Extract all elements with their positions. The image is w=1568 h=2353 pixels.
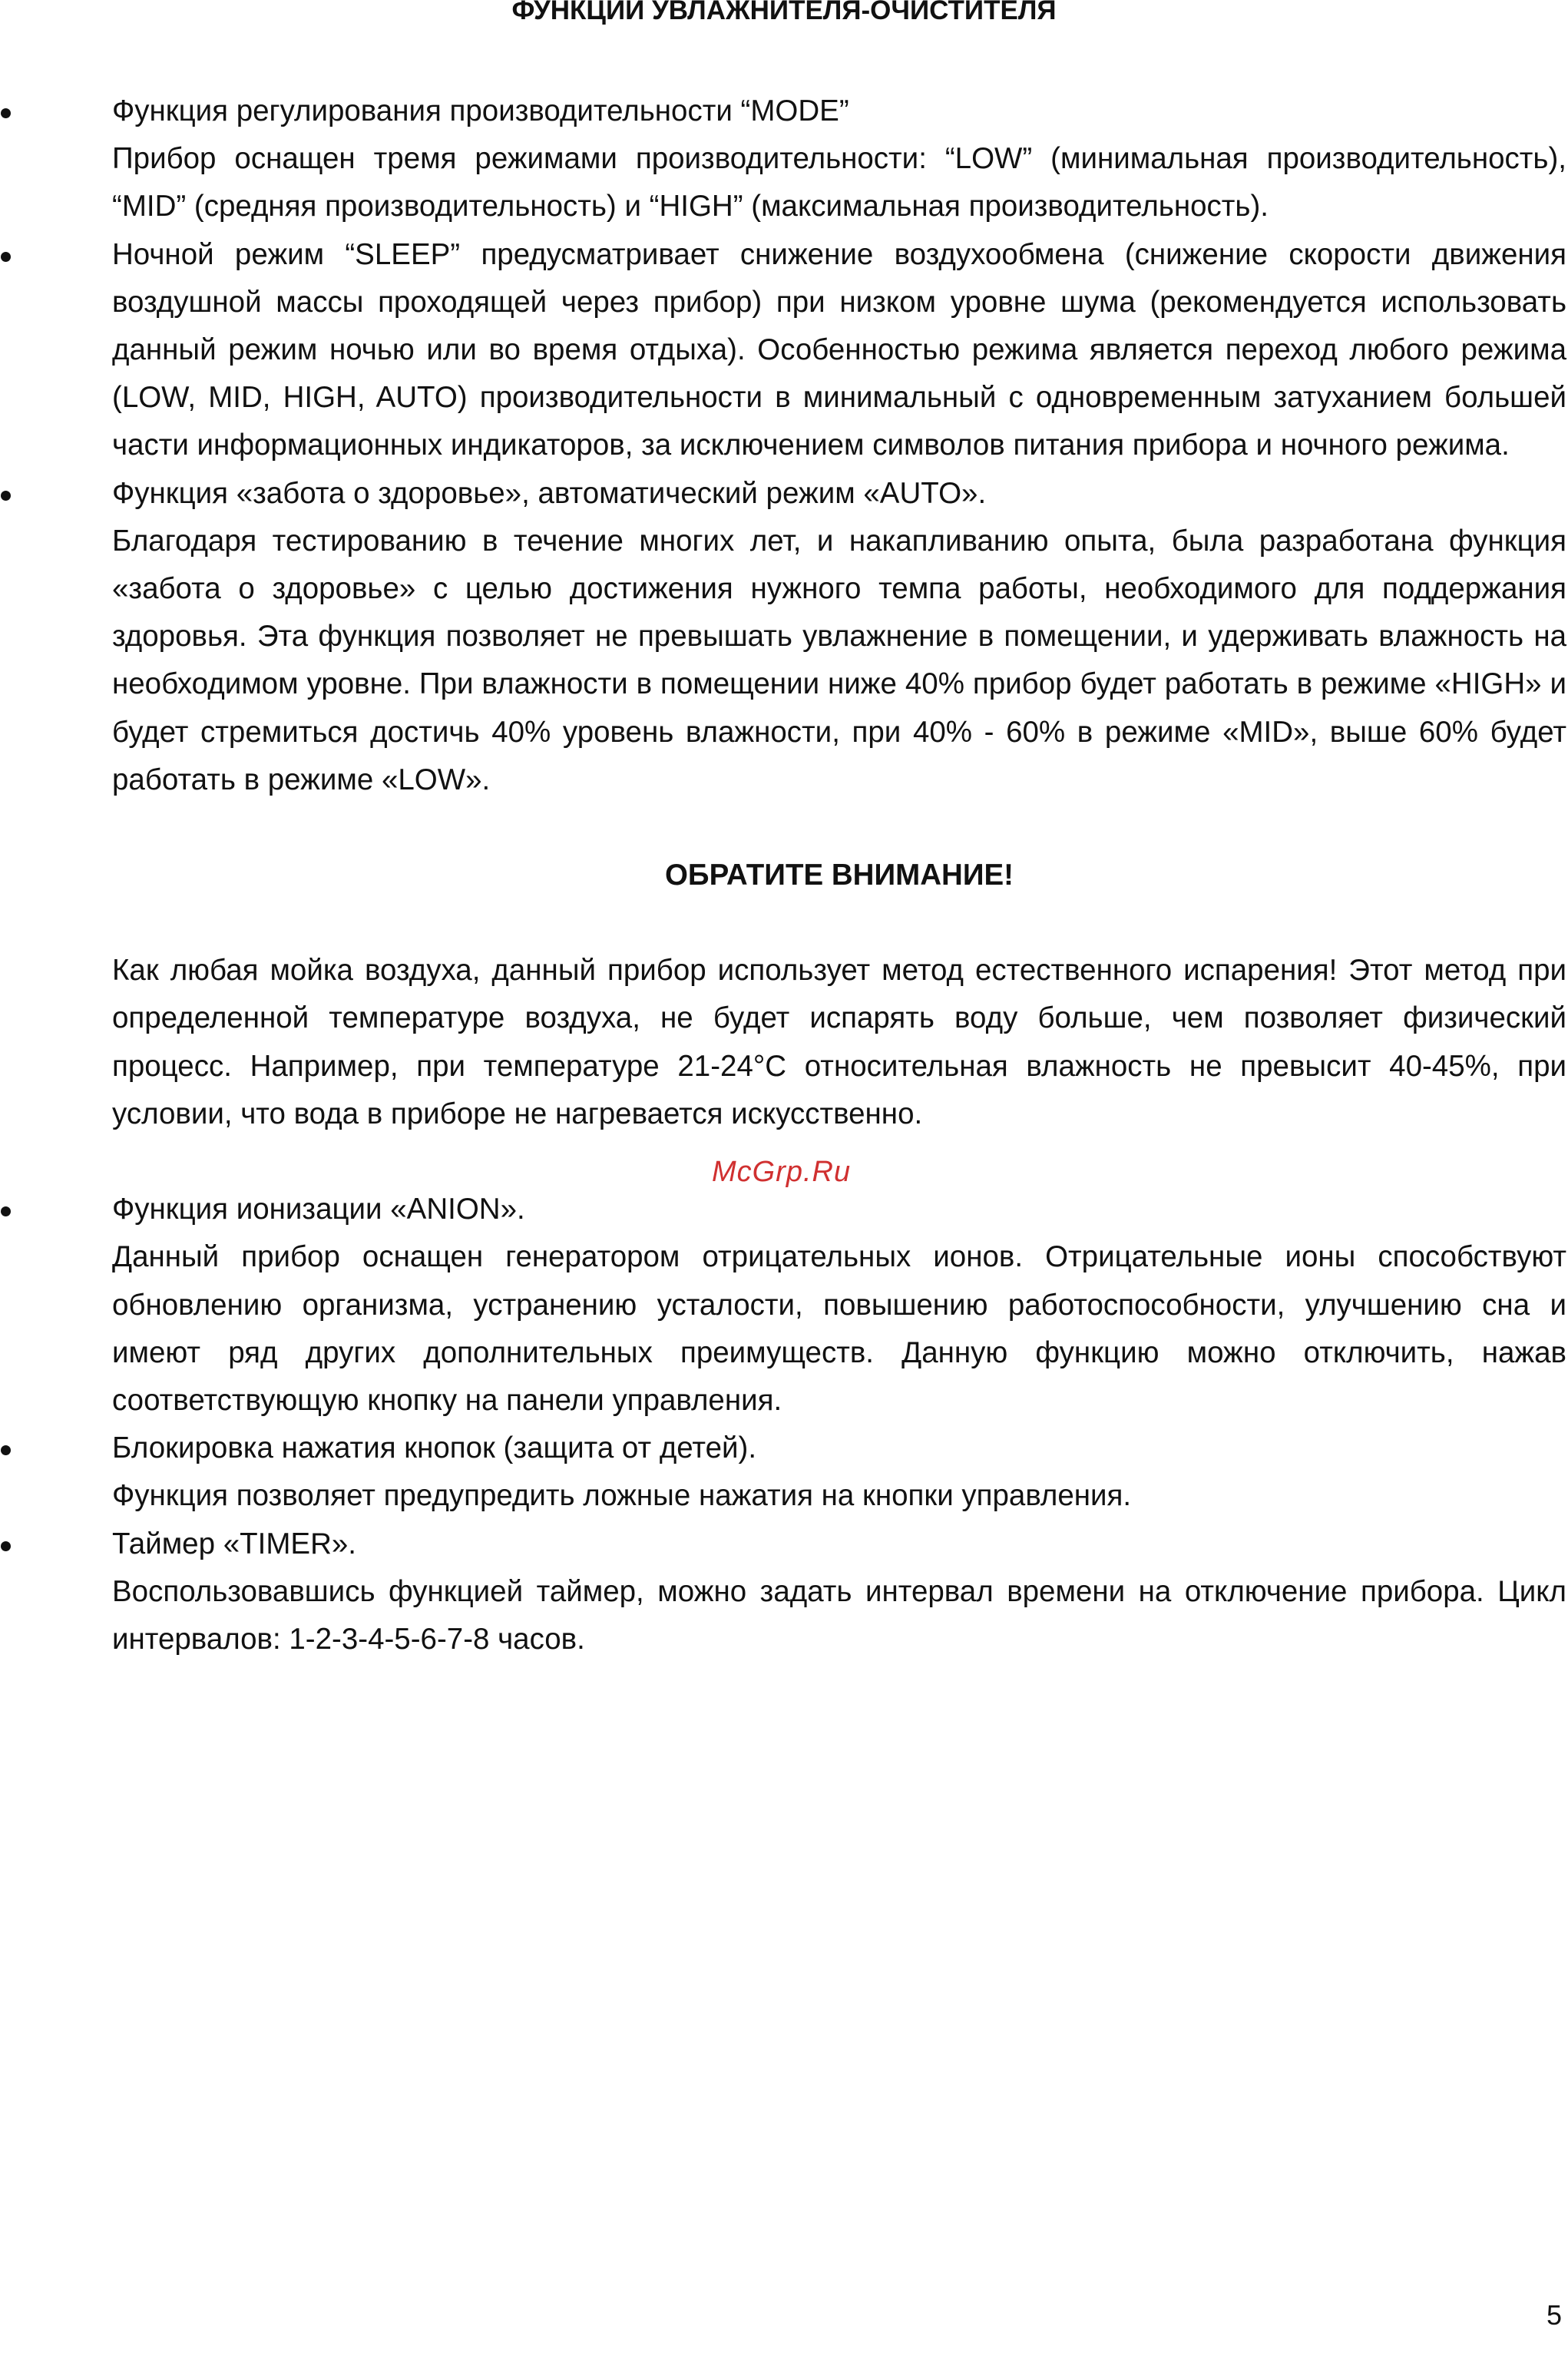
document-body	[112, 88, 1566, 1663]
bullet-icon	[1, 252, 11, 262]
list-item-anion	[112, 1186, 1566, 1425]
list-item-lock	[112, 1425, 1566, 1520]
sleep-text: Ночной режим “SLEEP” предусматривает снижение воздухообмена (снижение скорости движения воздушной массы проходящей через прибор) при низком уровне шума (рекомендуется использовать данный режим ночью или во время отдыха). Особенностью режима является переход любого режима (LOW, MID, HIGH, AUTO) производительности в минимальный с одновременным затуханием большей части информационных индикаторов, за исключением символов питания прибора и ночного режима.	[112, 237, 1566, 462]
bullet-icon	[1, 1445, 11, 1455]
list-item-auto	[112, 470, 1566, 804]
bullet-icon	[1, 1541, 11, 1551]
lock-heading: Блокировка нажатия кнопок (защита от детей).	[112, 1431, 757, 1465]
timer-text: Воспользовавшись функцией таймер, можно задать интервал времени на отключение прибора. Цикл интервалов: 1-2-3-4-5-6-7-8 часов.	[112, 1574, 1566, 1656]
mode-text: Прибор оснащен тремя режимами производительности: “LOW” (минимальная производительность), “MID” (средняя производительность) и “HIGH” (максимальная производительность).	[112, 142, 1566, 223]
bullet-icon	[1, 491, 11, 501]
auto-heading: Функция «забота о здоровье», автоматический режим «AUTO».	[112, 476, 987, 510]
list-item-timer	[112, 1521, 1566, 1664]
timer-heading: Таймер «TIMER».	[112, 1527, 356, 1560]
list-item-sleep	[112, 231, 1566, 470]
watermark: McGrp.Ru	[712, 1156, 852, 1188]
notice-text: Как любая мойка воздуха, данный прибор использует метод естественного испарения! Этот метод при определенной температуре воздуха, не будет испарять воду больше, чем позволяет физический процесс. Например, при температуре 21-24°С относительная влажность не превысит 40-45%, при условии, что вода в приборе не нагревается искусственно.	[112, 954, 1566, 1130]
mode-heading: Функция регулирования производительности “MODE”	[112, 94, 849, 127]
anion-heading: Функция ионизации «ANION».	[112, 1193, 525, 1226]
lock-text: Функция позволяет предупредить ложные нажатия на кнопки управления.	[112, 1479, 1132, 1513]
list-item-mode	[112, 88, 1566, 231]
page-number: 5	[1546, 2299, 1562, 2331]
page-title: ФУНКЦИИ УВЛАЖНИТЕЛЯ-ОЧИСТИТЕЛЯ	[511, 0, 1057, 25]
anion-text: Данный прибор оснащен генератором отрицательных ионов. Отрицательные ионы способствуют обновлению организма, устранению усталости, повышению работоспособности, улучшению сна и имеют ряд других дополнительных преимуществ. Данную функцию можно отключить, нажав соответствующую кнопку на панели управления.	[112, 1240, 1566, 1418]
notice-heading: ОБРАТИТЕ ВНИМАНИЕ!	[664, 859, 1014, 892]
auto-text: Благодаря тестированию в течение многих лет, и накапливанию опыта, была разработана функция «забота о здоровье» с целью достижения нужного темпа работы, необходимого для поддержания здоровья. Эта функция позволяет не превышать увлажнение в помещении, и удерживать влажность на необходимом уровне. При влажности в помещении ниже 40% прибор будет работать в режиме «HIGH» и будет стремиться достичь 40% уровень влажности, при 40% - 60% в режиме «MID», выше 60% будет работать в режиме «LOW».	[112, 524, 1566, 796]
bullet-icon	[1, 108, 11, 118]
bullet-icon	[1, 1206, 11, 1216]
